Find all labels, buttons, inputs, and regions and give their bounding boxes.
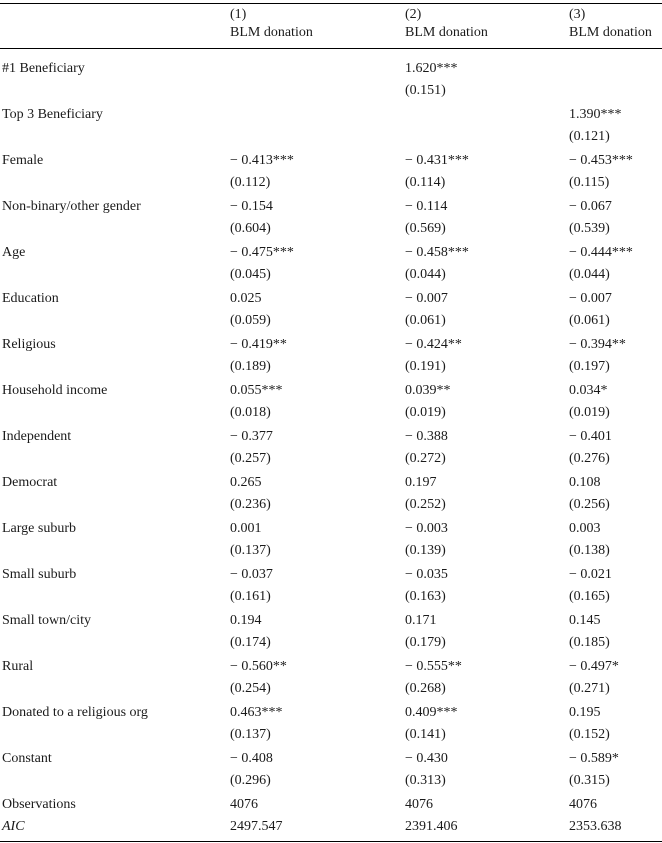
aic-col1: 2497.547	[230, 819, 283, 834]
aic-col2: 2391.406	[405, 819, 458, 834]
std-error-cell: (0.114)	[405, 175, 446, 190]
std-error-cell: (0.018)	[230, 405, 271, 420]
row-label: Small town/city	[2, 613, 92, 628]
std-error-cell: (0.189)	[230, 359, 271, 374]
std-error-cell: (0.161)	[230, 589, 271, 604]
std-error-cell: (0.254)	[230, 681, 271, 696]
coefficient-cell: − 0.408	[230, 751, 273, 766]
row-label: #1 Beneficiary	[2, 61, 85, 76]
coefficient-cell: 1.620***	[405, 61, 458, 76]
std-error-cell: (0.121)	[569, 129, 610, 144]
row-label: Education	[2, 291, 59, 306]
coefficient-cell: 0.108	[569, 475, 601, 490]
observations-col1: 4076	[230, 797, 258, 812]
coefficient-cell: − 0.431***	[405, 153, 469, 168]
coefficient-cell: 0.197	[405, 475, 437, 490]
std-error-cell: (0.604)	[230, 221, 271, 236]
std-error-cell: (0.152)	[569, 727, 610, 742]
coefficient-cell: 0.195	[569, 705, 601, 720]
coefficient-cell: − 0.475***	[230, 245, 294, 260]
col2-number: (2)	[405, 7, 422, 22]
coefficient-cell: − 0.035	[405, 567, 448, 582]
std-error-cell: (0.137)	[230, 543, 271, 558]
coefficient-cell: 0.055***	[230, 383, 283, 398]
coefficient-cell: 0.171	[405, 613, 437, 628]
col1-number: (1)	[230, 7, 247, 22]
row-label: Small suburb	[2, 567, 77, 582]
row-label: Rural	[2, 659, 34, 674]
row-label: Top 3 Beneficiary	[2, 107, 103, 122]
header-rule	[0, 48, 662, 49]
std-error-cell: (0.112)	[230, 175, 271, 190]
std-error-cell: (0.044)	[569, 267, 610, 282]
std-error-cell: (0.163)	[405, 589, 446, 604]
coefficient-cell: 0.001	[230, 521, 262, 536]
std-error-cell: (0.276)	[569, 451, 610, 466]
coefficient-cell: 0.409***	[405, 705, 458, 720]
row-label: Non-binary/other gender	[2, 199, 141, 214]
col1-label: BLM donation	[230, 25, 313, 40]
std-error-cell: (0.191)	[405, 359, 446, 374]
std-error-cell: (0.138)	[569, 543, 610, 558]
std-error-cell: (0.271)	[569, 681, 610, 696]
row-label: Religious	[2, 337, 56, 352]
coefficient-cell: 0.265	[230, 475, 262, 490]
coefficient-cell: − 0.453***	[569, 153, 633, 168]
std-error-cell: (0.059)	[230, 313, 271, 328]
std-error-cell: (0.019)	[569, 405, 610, 420]
coefficient-cell: − 0.555**	[405, 659, 462, 674]
coefficient-cell: 0.463***	[230, 705, 283, 720]
col3-number: (3)	[569, 7, 586, 22]
coefficient-cell: − 0.377	[230, 429, 273, 444]
coefficient-cell: − 0.388	[405, 429, 448, 444]
row-label: Large suburb	[2, 521, 76, 536]
std-error-cell: (0.539)	[569, 221, 610, 236]
coefficient-cell: − 0.430	[405, 751, 448, 766]
std-error-cell: (0.179)	[405, 635, 446, 650]
col2-label: BLM donation	[405, 25, 488, 40]
coefficient-cell: 1.390***	[569, 107, 622, 122]
col3-label: BLM donation	[569, 25, 652, 40]
coefficient-cell: − 0.401	[569, 429, 612, 444]
coefficient-cell: − 0.444***	[569, 245, 633, 260]
std-error-cell: (0.315)	[569, 773, 610, 788]
coefficient-cell: 0.003	[569, 521, 601, 536]
std-error-cell: (0.313)	[405, 773, 446, 788]
observations-col3: 4076	[569, 797, 597, 812]
coefficient-cell: 0.039**	[405, 383, 451, 398]
observations-label: Observations	[2, 797, 76, 812]
coefficient-cell: − 0.007	[569, 291, 612, 306]
std-error-cell: (0.174)	[230, 635, 271, 650]
std-error-cell: (0.141)	[405, 727, 446, 742]
coefficient-cell: − 0.413***	[230, 153, 294, 168]
std-error-cell: (0.296)	[230, 773, 271, 788]
std-error-cell: (0.256)	[569, 497, 610, 512]
std-error-cell: (0.185)	[569, 635, 610, 650]
row-label: Democrat	[2, 475, 58, 490]
std-error-cell: (0.165)	[569, 589, 610, 604]
std-error-cell: (0.019)	[405, 405, 446, 420]
coefficient-cell: − 0.589*	[569, 751, 619, 766]
coefficient-cell: 0.025	[230, 291, 262, 306]
std-error-cell: (0.045)	[230, 267, 271, 282]
coefficient-cell: − 0.497*	[569, 659, 619, 674]
coefficient-cell: − 0.394**	[569, 337, 626, 352]
aic-col3: 2353.638	[569, 819, 622, 834]
row-label: Age	[2, 245, 26, 260]
coefficient-cell: − 0.021	[569, 567, 612, 582]
bottom-rule	[0, 841, 662, 842]
coefficient-cell: − 0.037	[230, 567, 273, 582]
coefficient-cell: − 0.114	[405, 199, 448, 214]
std-error-cell: (0.061)	[405, 313, 446, 328]
row-label: Female	[2, 153, 44, 168]
row-label: Donated to a religious org	[2, 705, 148, 720]
coefficient-cell: − 0.560**	[230, 659, 287, 674]
std-error-cell: (0.137)	[230, 727, 271, 742]
coefficient-cell: − 0.154	[230, 199, 273, 214]
coefficient-cell: 0.034*	[569, 383, 608, 398]
std-error-cell: (0.061)	[569, 313, 610, 328]
aic-label: AIC	[2, 819, 25, 834]
std-error-cell: (0.197)	[569, 359, 610, 374]
std-error-cell: (0.272)	[405, 451, 446, 466]
std-error-cell: (0.257)	[230, 451, 271, 466]
row-label: Constant	[2, 751, 52, 766]
coefficient-cell: − 0.007	[405, 291, 448, 306]
std-error-cell: (0.151)	[405, 83, 446, 98]
coefficient-cell: − 0.424**	[405, 337, 462, 352]
coefficient-cell: − 0.067	[569, 199, 612, 214]
std-error-cell: (0.115)	[569, 175, 610, 190]
std-error-cell: (0.268)	[405, 681, 446, 696]
std-error-cell: (0.252)	[405, 497, 446, 512]
observations-col2: 4076	[405, 797, 433, 812]
coefficient-cell: 0.194	[230, 613, 262, 628]
coefficient-cell: − 0.419**	[230, 337, 287, 352]
coefficient-cell: − 0.003	[405, 521, 448, 536]
std-error-cell: (0.569)	[405, 221, 446, 236]
coefficient-cell: − 0.458***	[405, 245, 469, 260]
top-rule	[0, 3, 662, 4]
std-error-cell: (0.139)	[405, 543, 446, 558]
std-error-cell: (0.236)	[230, 497, 271, 512]
std-error-cell: (0.044)	[405, 267, 446, 282]
coefficient-cell: 0.145	[569, 613, 601, 628]
row-label: Household income	[2, 383, 108, 398]
row-label: Independent	[2, 429, 72, 444]
